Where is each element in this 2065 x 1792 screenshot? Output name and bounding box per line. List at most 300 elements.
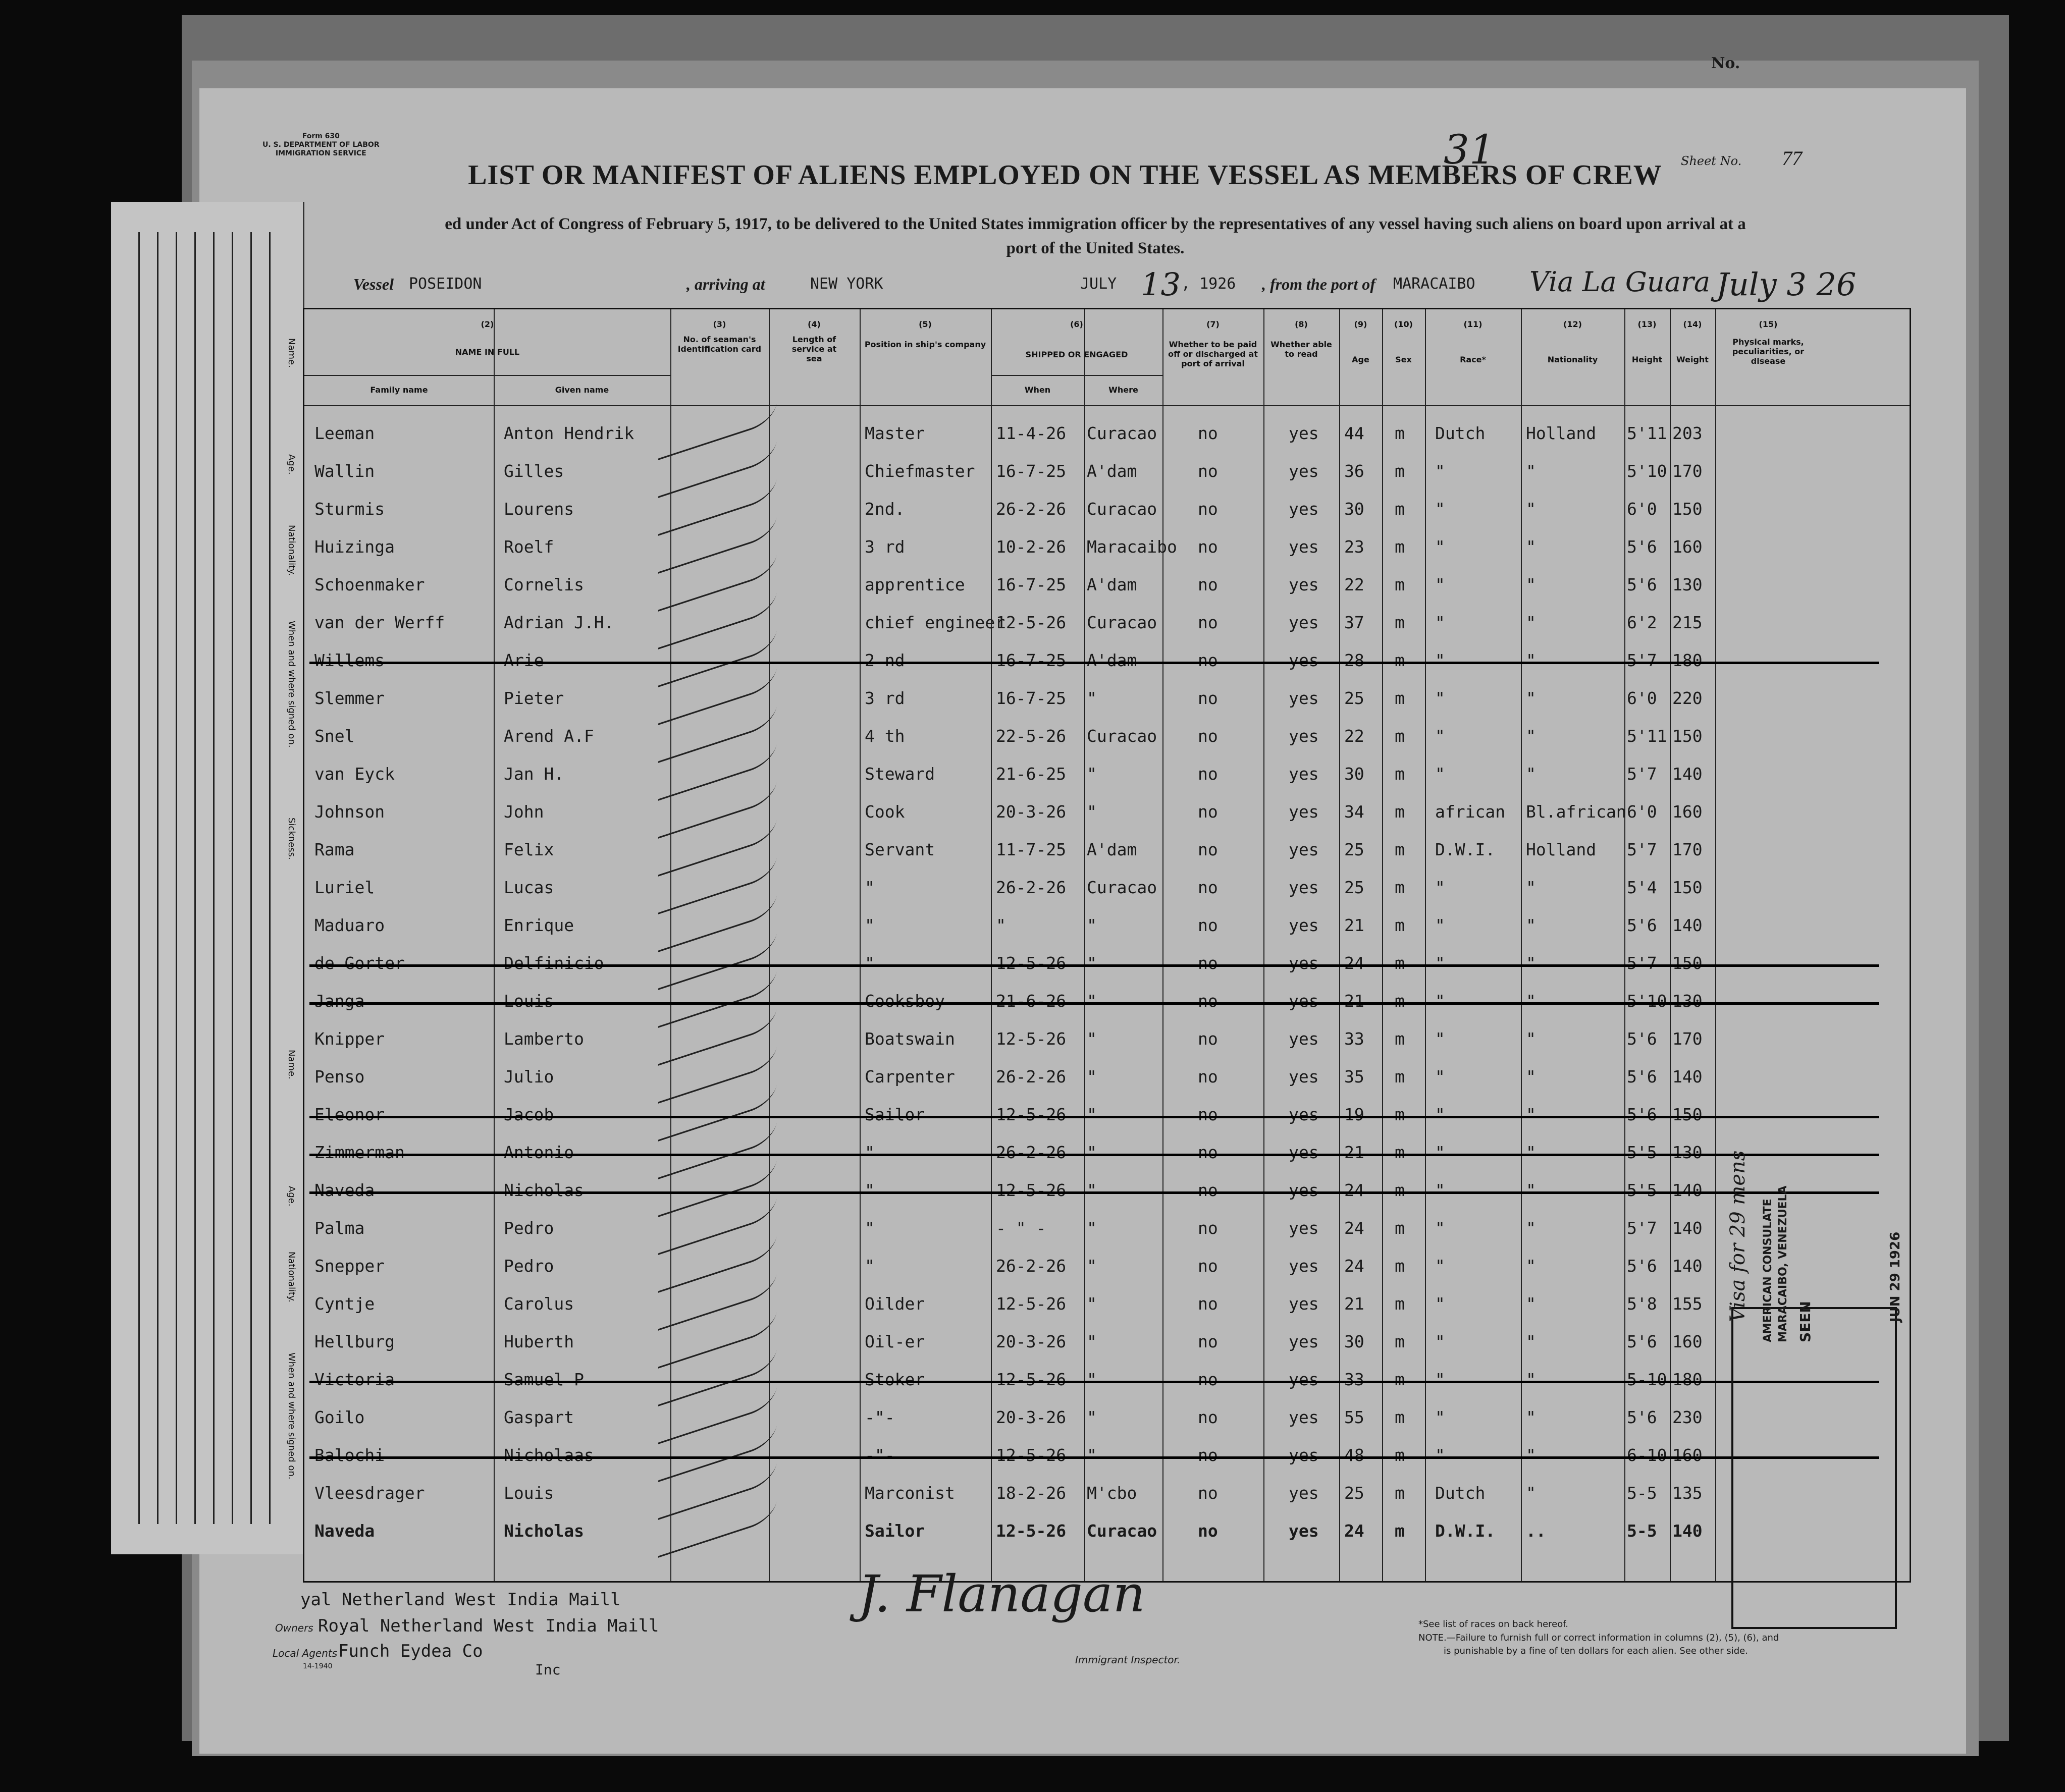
cell-given: Nicholas <box>504 1180 584 1200</box>
cell-weight: 215 <box>1672 613 1703 632</box>
cell-paid: no <box>1198 461 1218 481</box>
cell-family: Zimmerman <box>314 1143 405 1162</box>
cell-paid: no <box>1198 537 1218 557</box>
crew-list-foldout <box>111 202 304 1554</box>
cell-paid: no <box>1198 878 1218 897</box>
cell-age: 33 <box>1344 1370 1364 1389</box>
table-row <box>304 529 1910 566</box>
cell-height: 5-5 <box>1627 1521 1657 1541</box>
cell-nationality: " <box>1526 688 1536 708</box>
cell-read: yes <box>1289 915 1319 935</box>
sheet-number-value: 77 <box>1782 147 1803 170</box>
column-num: (10) <box>1394 319 1413 329</box>
cell-family: Wallin <box>314 461 375 481</box>
cell-where: " <box>1087 1143 1097 1162</box>
cell-age: 25 <box>1344 1483 1364 1503</box>
cell-family: van Eyck <box>314 764 395 784</box>
cell-age: 33 <box>1344 1029 1364 1049</box>
cell-when: 12-5-26 <box>996 1029 1067 1049</box>
cell-when: 12-5-26 <box>996 1180 1067 1200</box>
cell-family: Schoenmaker <box>314 575 425 594</box>
column-header-paid-off: Whether to be paid off or discharged at port of arrival <box>1168 340 1258 368</box>
cell-height: 5'5 <box>1627 1143 1657 1162</box>
cell-race: " <box>1435 1218 1445 1238</box>
cell-nationality: " <box>1526 1029 1536 1049</box>
cell-where: A'dam <box>1087 575 1137 594</box>
cell-weight: 140 <box>1672 764 1703 784</box>
foldout-label: Nationality. <box>286 525 297 576</box>
cell-family: Cyntje <box>314 1294 375 1314</box>
cell-height: 5'8 <box>1627 1294 1657 1314</box>
column-header-weight: Weight <box>1676 355 1709 364</box>
cell-paid: no <box>1198 1105 1218 1124</box>
cell-nationality: " <box>1526 1370 1536 1389</box>
cell-read: yes <box>1289 1218 1319 1238</box>
column-header-age: Age <box>1352 355 1369 364</box>
cell-weight: 230 <box>1672 1407 1703 1427</box>
table-row <box>304 1210 1910 1247</box>
cell-weight: 150 <box>1672 878 1703 897</box>
cell-height: 5-5 <box>1627 1483 1657 1503</box>
foldout-label: Sickness. <box>286 818 297 860</box>
cell-weight: 160 <box>1672 1445 1703 1465</box>
column-header-race: Race* <box>1460 355 1486 364</box>
cell-family: Slemmer <box>314 688 385 708</box>
cell-family: Sturmis <box>314 499 385 519</box>
foldout-label: Age. <box>286 1186 297 1207</box>
cell-nationality: " <box>1526 953 1536 973</box>
cell-weight: 155 <box>1672 1294 1703 1314</box>
cell-position: 4 th <box>865 726 905 746</box>
table-row <box>304 945 1910 983</box>
cell-age: 21 <box>1344 1143 1364 1162</box>
consulate-stamp <box>1731 1307 1897 1629</box>
cell-family: Naveda <box>314 1521 375 1541</box>
column-num: (7) <box>1206 319 1220 329</box>
cell-family: Snepper <box>314 1256 385 1276</box>
cell-nationality: " <box>1526 650 1536 670</box>
column-num: (9) <box>1354 319 1367 329</box>
cell-weight: 180 <box>1672 1370 1703 1389</box>
stamp-date: JUN 29 1926 <box>1888 1231 1903 1322</box>
header-divider <box>991 375 1162 376</box>
cell-given: Gaspart <box>504 1407 574 1427</box>
foldout-label: When and where signed on. <box>286 621 297 748</box>
cell-race: " <box>1435 688 1445 708</box>
table-row <box>304 1399 1910 1437</box>
table-row <box>304 605 1910 642</box>
cell-when: 16-7-25 <box>996 461 1067 481</box>
cell-sex: m <box>1395 499 1405 519</box>
agents-value: Funch Eydea Co <box>338 1641 483 1661</box>
cell-position: -"- <box>865 1407 895 1427</box>
agents-label: Local Agents <box>273 1647 338 1659</box>
cell-race: " <box>1435 1256 1445 1276</box>
cell-where: " <box>1087 1370 1097 1389</box>
cell-sex: m <box>1395 423 1405 443</box>
cell-paid: no <box>1198 726 1218 746</box>
cell-paid: no <box>1198 1445 1218 1465</box>
cell-given: Antonio <box>504 1143 574 1162</box>
cell-nationality: " <box>1526 1294 1536 1314</box>
cell-read: yes <box>1289 1067 1319 1087</box>
cell-read: yes <box>1289 1445 1319 1465</box>
cell-weight: 130 <box>1672 1143 1703 1162</box>
column-num: (5) <box>919 319 932 329</box>
cell-nationality: " <box>1526 878 1536 897</box>
cell-height: 5'7 <box>1627 650 1657 670</box>
cell-position: " <box>865 915 875 935</box>
column-num: (12) <box>1563 319 1582 329</box>
cell-given: Huberth <box>504 1332 574 1351</box>
cell-nationality: Bl.african <box>1526 802 1626 822</box>
via-note: Via La Guara <box>1529 266 1711 298</box>
foldout-label: When and where signed on. <box>286 1352 297 1480</box>
cell-age: 21 <box>1344 1294 1364 1314</box>
cell-weight: 160 <box>1672 802 1703 822</box>
cell-family: Luriel <box>314 878 375 897</box>
cell-race: african <box>1435 802 1506 822</box>
cell-family: Penso <box>314 1067 365 1087</box>
arrival-day: 13 <box>1141 266 1181 303</box>
cell-weight: 140 <box>1672 1521 1703 1541</box>
cell-age: 24 <box>1344 1256 1364 1276</box>
cell-sex: m <box>1395 1332 1405 1351</box>
cell-sex: m <box>1395 461 1405 481</box>
cell-where: " <box>1087 1029 1097 1049</box>
cell-age: 55 <box>1344 1407 1364 1427</box>
vessel-name: POSEIDON <box>409 275 482 293</box>
cell-age: 28 <box>1344 650 1364 670</box>
cell-sex: m <box>1395 915 1405 935</box>
cell-race: " <box>1435 537 1445 557</box>
cell-height: 5'10 <box>1627 461 1667 481</box>
agents-suffix: Inc <box>535 1661 561 1678</box>
cell-age: 25 <box>1344 688 1364 708</box>
fine-note: NOTE.—Failure to furnish full or correct information in columns (2), (5), (6), and <box>1418 1633 1779 1643</box>
cell-nationality: Holland <box>1526 423 1597 443</box>
cell-family: Eleonor <box>314 1105 385 1124</box>
cell-where: " <box>1087 953 1097 973</box>
cell-given: Roelf <box>504 537 554 557</box>
cell-race: " <box>1435 1407 1445 1427</box>
cell-height: 5'7 <box>1627 840 1657 859</box>
form-code: 14-1940 <box>303 1662 333 1670</box>
cell-where: " <box>1087 1218 1097 1238</box>
cell-given: Felix <box>504 840 554 859</box>
date-note: July 3 26 <box>1716 266 1857 303</box>
cell-sex: m <box>1395 1294 1405 1314</box>
cell-sex: m <box>1395 1143 1405 1162</box>
cell-given: Arend A.F <box>504 726 594 746</box>
cell-race: " <box>1435 613 1445 632</box>
table-row <box>304 491 1910 528</box>
cell-position: Oilder <box>865 1294 925 1314</box>
cell-position: " <box>865 1218 875 1238</box>
cell-where: A'dam <box>1087 461 1137 481</box>
cell-age: 36 <box>1344 461 1364 481</box>
cell-when: 26-2-26 <box>996 1143 1067 1162</box>
table-row <box>304 983 1910 1020</box>
cell-family: van der Werff <box>314 613 445 632</box>
cell-sex: m <box>1395 1370 1405 1389</box>
foldout-columns <box>121 232 273 1524</box>
cell-position: " <box>865 1256 875 1276</box>
cell-nationality: " <box>1526 1256 1536 1276</box>
cell-where: Curacao <box>1087 878 1157 897</box>
cell-nationality: " <box>1526 726 1536 746</box>
cell-sex: m <box>1395 726 1405 746</box>
table-row <box>304 453 1910 491</box>
owners-value: Royal Netherland West India Maill <box>318 1616 659 1636</box>
cell-nationality: .. <box>1526 1521 1546 1541</box>
cell-paid: no <box>1198 802 1218 822</box>
cell-read: yes <box>1289 802 1319 822</box>
cell-age: 30 <box>1344 1332 1364 1351</box>
cell-sex: m <box>1395 575 1405 594</box>
cell-read: yes <box>1289 1483 1319 1503</box>
cell-weight: 170 <box>1672 461 1703 481</box>
cell-when: 12-5-26 <box>996 1445 1067 1465</box>
cell-paid: no <box>1198 688 1218 708</box>
cell-height: 5'5 <box>1627 1180 1657 1200</box>
cell-when: 12-5-26 <box>996 1105 1067 1124</box>
cell-race: " <box>1435 1067 1445 1087</box>
cell-race: " <box>1435 878 1445 897</box>
cell-where: " <box>1087 688 1097 708</box>
owners-label: Owners <box>275 1622 313 1634</box>
cell-height: 5'10 <box>1627 991 1667 1011</box>
table-row <box>304 1097 1910 1134</box>
cell-paid: no <box>1198 1256 1218 1276</box>
cell-sex: m <box>1395 537 1405 557</box>
service-name: IMMIGRATION SERVICE <box>275 149 366 157</box>
cell-given: Adrian J.H. <box>504 613 614 632</box>
cell-read: yes <box>1289 650 1319 670</box>
cell-when: 21-6-25 <box>996 764 1067 784</box>
from-port: MARACAIBO <box>1393 275 1475 293</box>
cell-race: Dutch <box>1435 423 1486 443</box>
cell-read: yes <box>1289 461 1319 481</box>
cell-given: Jacob <box>504 1105 554 1124</box>
cell-family: Balochi <box>314 1445 385 1465</box>
cell-when: 26-2-26 <box>996 1256 1067 1276</box>
cell-sex: m <box>1395 1521 1405 1541</box>
crew-table <box>303 308 1911 1583</box>
cell-weight: 160 <box>1672 1332 1703 1351</box>
cell-weight: 140 <box>1672 1180 1703 1200</box>
cell-race: " <box>1435 1105 1445 1124</box>
cell-height: 5'6 <box>1627 1332 1657 1351</box>
cell-given: Gilles <box>504 461 564 481</box>
cell-when: 22-5-26 <box>996 726 1067 746</box>
cell-weight: 150 <box>1672 953 1703 973</box>
cell-height: 5'11 <box>1627 726 1667 746</box>
vessel-line <box>353 266 1878 303</box>
cell-position: Servant <box>865 840 935 859</box>
cell-where: Curacao <box>1087 613 1157 632</box>
cell-height: 5'6 <box>1627 1407 1657 1427</box>
cell-race: " <box>1435 499 1445 519</box>
cell-when: - " - <box>996 1218 1046 1238</box>
table-row <box>304 1134 1910 1172</box>
cell-sex: m <box>1395 1256 1405 1276</box>
cell-position: " <box>865 1143 875 1162</box>
cell-position: Steward <box>865 764 935 784</box>
cell-read: yes <box>1289 1407 1319 1427</box>
cell-height: 5'6 <box>1627 1105 1657 1124</box>
cell-nationality: " <box>1526 1218 1536 1238</box>
cell-paid: no <box>1198 1332 1218 1351</box>
cell-family: Knipper <box>314 1029 385 1049</box>
cell-paid: no <box>1198 915 1218 935</box>
cell-race: " <box>1435 1445 1445 1465</box>
cell-given: Louis <box>504 991 554 1011</box>
cell-read: yes <box>1289 1332 1319 1351</box>
cell-position: Carpenter <box>865 1067 955 1087</box>
foldout-label: Name. <box>286 338 297 368</box>
cell-given: Arie <box>504 650 544 670</box>
column-num: (2) <box>481 319 494 329</box>
cell-position: apprentice <box>865 575 965 594</box>
cell-nationality: " <box>1526 613 1536 632</box>
cell-read: yes <box>1289 1105 1319 1124</box>
cell-age: 44 <box>1344 423 1364 443</box>
cell-age: 21 <box>1344 991 1364 1011</box>
cell-given: Jan H. <box>504 764 564 784</box>
cell-position: chief engineer <box>865 613 1005 632</box>
cell-read: yes <box>1289 1294 1319 1314</box>
cell-family: Huizinga <box>314 537 395 557</box>
cell-where: " <box>1087 1407 1097 1427</box>
cell-position: " <box>865 953 875 973</box>
cell-given: Samuel P <box>504 1370 584 1389</box>
cell-nationality: " <box>1526 1143 1536 1162</box>
cell-sex: m <box>1395 1180 1405 1200</box>
cell-paid: no <box>1198 1029 1218 1049</box>
cell-when: 12-5-26 <box>996 613 1067 632</box>
cell-age: 22 <box>1344 575 1364 594</box>
cell-age: 21 <box>1344 915 1364 935</box>
cell-family: Vleesdrager <box>314 1483 425 1503</box>
cell-read: yes <box>1289 575 1319 594</box>
column-num: (14) <box>1683 319 1702 329</box>
cell-weight: 140 <box>1672 1067 1703 1087</box>
cell-read: yes <box>1289 1029 1319 1049</box>
stamp-line: AMERICAN CONSULATE <box>1762 1199 1774 1342</box>
cell-race: " <box>1435 1332 1445 1351</box>
cell-age: 24 <box>1344 1521 1364 1541</box>
cell-when: 20-3-26 <box>996 802 1067 822</box>
cell-weight: 130 <box>1672 575 1703 594</box>
cell-where: " <box>1087 802 1097 822</box>
cell-height: 5'11 <box>1627 423 1667 443</box>
column-num: (13) <box>1637 319 1657 329</box>
cell-read: yes <box>1289 613 1319 632</box>
column-num: (15) <box>1759 319 1778 329</box>
table-row <box>304 1059 1910 1096</box>
cell-when: " <box>996 915 1006 935</box>
cell-family: Janga <box>314 991 365 1011</box>
cell-race: " <box>1435 991 1445 1011</box>
arrival-year: , 1926 <box>1181 275 1236 293</box>
cell-age: 19 <box>1344 1105 1364 1124</box>
cell-height: 6-10 <box>1627 1445 1667 1465</box>
cell-height: 6'2 <box>1627 613 1657 632</box>
table-row <box>304 870 1910 907</box>
cell-given: Julio <box>504 1067 554 1087</box>
table-row <box>304 1021 1910 1058</box>
foldout-label: Nationality. <box>286 1252 297 1302</box>
cell-read: yes <box>1289 537 1319 557</box>
cell-height: 6'0 <box>1627 802 1657 822</box>
cell-where: " <box>1087 1180 1097 1200</box>
cell-position: Marconist <box>865 1483 955 1503</box>
subtitle-line: port of the United States. <box>1006 239 1185 257</box>
cell-nationality: " <box>1526 1445 1536 1465</box>
cell-height: 6'0 <box>1627 499 1657 519</box>
cell-family: Goilo <box>314 1407 365 1427</box>
cell-race: " <box>1435 953 1445 973</box>
table-row <box>304 415 1910 453</box>
cell-paid: no <box>1198 1294 1218 1314</box>
cell-sex: m <box>1395 650 1405 670</box>
cell-nationality: " <box>1526 1180 1536 1200</box>
cell-when: 21-6-26 <box>996 991 1067 1011</box>
cell-family: de Gorter <box>314 953 405 973</box>
cell-read: yes <box>1289 726 1319 746</box>
cell-height: 5'6 <box>1627 1029 1657 1049</box>
table-row <box>304 1286 1910 1323</box>
cell-when: 26-2-26 <box>996 499 1067 519</box>
cell-when: 11-7-25 <box>996 840 1067 859</box>
foldout-label: Name. <box>286 1050 297 1079</box>
cell-when: 26-2-26 <box>996 1067 1067 1087</box>
cell-paid: no <box>1198 499 1218 519</box>
header-bottom-line <box>304 405 1910 406</box>
cell-age: 37 <box>1344 613 1364 632</box>
cell-sex: m <box>1395 1218 1405 1238</box>
subtitle-line: ed under Act of Congress of February 5, 1917, to be delivered to the United States immigration officer by the representatives of any vessel having such aliens on board upon arrival at a <box>445 215 1746 233</box>
cell-race: " <box>1435 1294 1445 1314</box>
table-row <box>304 1475 1910 1512</box>
cell-when: 26-2-26 <box>996 878 1067 897</box>
cell-where: " <box>1087 1105 1097 1124</box>
cell-read: yes <box>1289 1521 1319 1541</box>
cell-height: 5'6 <box>1627 1067 1657 1087</box>
cell-nationality: " <box>1526 1483 1536 1503</box>
cell-position: 3 rd <box>865 688 905 708</box>
cell-height: 5'7 <box>1627 1218 1657 1238</box>
cell-height: 5'6 <box>1627 915 1657 935</box>
column-header-shipped: SHIPPED OR ENGAGED <box>1025 350 1128 359</box>
cell-age: 30 <box>1344 764 1364 784</box>
cell-given: Enrique <box>504 915 574 935</box>
cell-given: Pedro <box>504 1218 554 1238</box>
cell-nationality: " <box>1526 461 1536 481</box>
cell-age: 25 <box>1344 840 1364 859</box>
top-number-label: No. <box>1711 55 1740 72</box>
cell-race: " <box>1435 1180 1445 1200</box>
cell-height: 6'0 <box>1627 688 1657 708</box>
cell-given: Carolus <box>504 1294 574 1314</box>
cell-height: 5'7 <box>1627 764 1657 784</box>
cell-age: 22 <box>1344 726 1364 746</box>
cell-sex: m <box>1395 991 1405 1011</box>
cell-sex: m <box>1395 1105 1405 1124</box>
cell-position: 2nd. <box>865 499 905 519</box>
column-num: (6) <box>1070 319 1083 329</box>
